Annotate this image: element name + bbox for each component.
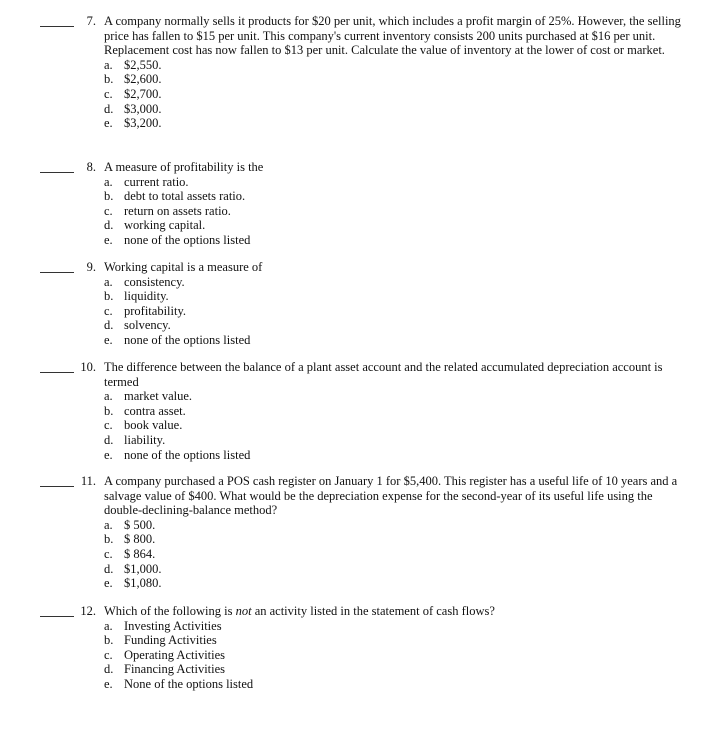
option-c: c. return on assets ratio. (104, 203, 231, 218)
option-list (104, 389, 684, 462)
option-list (104, 58, 684, 131)
emphasis-not: not (235, 604, 252, 618)
option-list (104, 518, 684, 591)
option-list (104, 175, 684, 248)
option-a: a. $2,550. (104, 57, 162, 72)
option-c: c. Operating Activities (104, 647, 226, 662)
answer-blank-10[interactable] (40, 372, 74, 373)
option-c: c. $ 864. (104, 546, 156, 561)
question-stem: A company purchased a POS cash register on January 1 for $5,400. This register has a useful life of 10 years and a salvage value of $400. What would be the depreciation expense for the second-year of its useful life using the double-declining-balance method? (104, 474, 678, 518)
answer-blank-11[interactable] (40, 486, 74, 487)
option-b: b. $ 800. (104, 532, 156, 547)
question-number: 12. (80, 604, 96, 618)
option-d: d. $3,000. (104, 101, 162, 116)
question-number: 9. (86, 260, 96, 274)
option-b: b. debt to total assets ratio. (104, 189, 246, 204)
answer-blank-9[interactable] (40, 272, 74, 273)
option-b: b. $2,600. (104, 72, 162, 87)
option-c: c. profitability. (104, 303, 187, 318)
question-stem: A measure of profitability is the (104, 160, 264, 174)
option-d: d. liability. (104, 432, 166, 447)
option-e: e. none of the options listed (104, 332, 251, 347)
question-stem: Which of the following is not an activity listed in the statement of cash flows? (104, 604, 495, 618)
answer-blank-8[interactable] (40, 172, 74, 173)
option-e: e. none of the options listed (104, 447, 251, 462)
option-c: c. book value. (104, 418, 183, 433)
option-b: b. contra asset. (104, 403, 186, 418)
option-a: a. consistency. (104, 274, 185, 289)
question-number: 7. (86, 14, 96, 28)
option-d: d. $1,000. (104, 561, 162, 576)
question-number: 8. (86, 160, 96, 174)
option-e: e. $1,080. (104, 576, 162, 591)
option-d: d. working capital. (104, 218, 206, 233)
option-list (104, 275, 684, 348)
answer-blank-12[interactable] (40, 616, 74, 617)
option-d: d. solvency. (104, 318, 171, 333)
option-a: a. market value. (104, 389, 193, 404)
option-a: a. $ 500. (104, 517, 156, 532)
option-b: b. liquidity. (104, 289, 169, 304)
question-stem: Working capital is a measure of (104, 260, 263, 274)
option-d: d. Financing Activities (104, 662, 226, 677)
question-number: 11. (80, 474, 96, 488)
option-b: b. Funding Activities (104, 633, 217, 648)
option-a: a. current ratio. (104, 174, 189, 189)
answer-blank-7[interactable] (40, 26, 74, 27)
option-list (104, 619, 684, 692)
option-e: e. none of the options listed (104, 232, 251, 247)
option-e: e. None of the options listed (104, 676, 254, 691)
question-number: 10. (80, 360, 96, 374)
question-stem: The difference between the balance of a plant asset account and the related accumulated depreciation account is termed (104, 360, 663, 389)
option-c: c. $2,700. (104, 86, 162, 101)
question-stem: A company normally sells it products for $20 per unit, which includes a profit margin of 25%. However, the selling price has fallen to $15 per unit. This company's current inventory consists 200 units purchased at $16 per unit. Replacement cost has now fallen to $13 per unit. Calculate the value of inventory at the lower of cost or market. (104, 14, 681, 58)
option-e: e. $3,200. (104, 116, 162, 131)
option-a: a. Investing Activities (104, 618, 222, 633)
